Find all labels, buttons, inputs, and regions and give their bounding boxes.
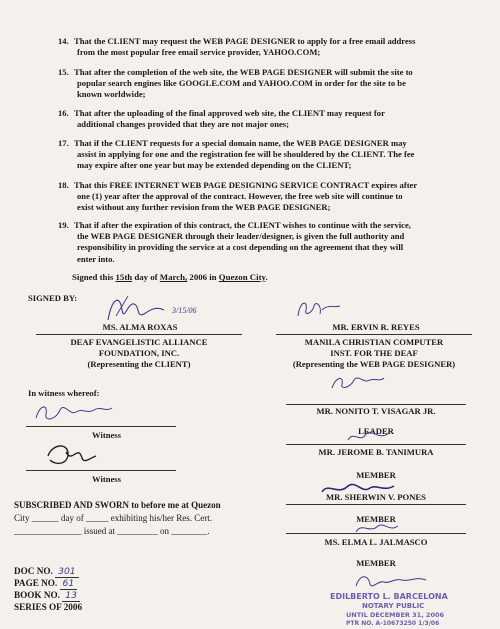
page-no-label: PAGE NO. (14, 578, 58, 588)
book-no-label: BOOK NO. (14, 590, 60, 600)
team-member3-role: MEMBER (356, 558, 396, 568)
clause-text: known worldwide; (77, 89, 146, 100)
clause-text: from the most popular free email service provider, YAHOO.COM; (77, 47, 321, 58)
member1-line (286, 444, 466, 445)
team-member2-name: MR. SHERWIN V. PONES (326, 492, 426, 502)
witness2-label: Witness (92, 474, 121, 484)
clause-text: assist in applying for one and the registration fee will be shouldered by the CLIENT. The fee (77, 149, 415, 160)
series: SERIES OF 2006 (14, 602, 83, 612)
clause-text: popular search engines like GOOGLE.COM and YAHOO.COM in order for the site to be (77, 78, 406, 89)
team-member1-role: MEMBER (356, 470, 396, 480)
signed-in: in (207, 272, 219, 282)
leader-line (286, 404, 466, 405)
clause-16 (58, 108, 458, 130)
clause-text: That if the CLIENT requests for a special domain name, the WEB PAGE DESIGNER may (74, 138, 407, 148)
page-no-value: 61 (60, 578, 78, 590)
clause-number: 16. (58, 108, 69, 118)
clause-text: That after the completion of the web site, the WEB PAGE DESIGNER will submit the site to (74, 67, 413, 77)
clause-17 (58, 138, 458, 172)
clause-text: That the CLIENT may request the WEB PAGE DESIGNER to apply for a free email address (74, 36, 416, 46)
clause-number: 15. (58, 67, 69, 77)
designer-name: MR. ERVIN R. REYES (332, 322, 420, 332)
witness2-line (26, 470, 176, 471)
clause-number: 14. (58, 36, 69, 46)
client-role: (Representing the CLIENT) (87, 359, 191, 369)
notary-ptr: PTR NO. A-10673250 1/3/06 (346, 620, 440, 627)
clause-text: may expire after one year but may be extended depending on the CLIENT; (77, 160, 352, 171)
client-name: MS. ALMA ROXAS (102, 322, 178, 332)
sworn-line2: City ______ day of _____ exhibiting his/her Res. Cert. (14, 513, 212, 523)
witness1-signature (30, 396, 120, 430)
signed-end: . (265, 272, 268, 282)
book-no-value: 13 (62, 590, 80, 602)
designer-role: (Representing the WEB PAGE DESIGNER) (292, 359, 456, 369)
clause-19 (58, 220, 458, 265)
sworn-line3: _______________ issued at _________ on ________. (14, 526, 210, 536)
witness1-label: Witness (92, 430, 121, 440)
page-no (14, 578, 77, 589)
notary-name: EDILBERTO L. BARCELONA (330, 592, 448, 601)
team-leader-name: MR. NONITO T. VISAGAR JR. (316, 406, 436, 416)
clause-text: exist without any further revision from the WEB PAGE DESIGNER; (77, 202, 331, 213)
team-member2-role: MEMBER (356, 514, 396, 524)
clause-text: That this FREE INTERNET WEB PAGE DESIGNING SERVICE CONTRACT expires after (74, 180, 418, 190)
signed-prefix: Signed this (72, 272, 116, 282)
witness-heading: In witness whereof: (28, 388, 100, 398)
designer-signature (292, 296, 362, 324)
clause-number: 19. (58, 220, 69, 230)
clause-14 (58, 36, 458, 58)
book-no (14, 590, 80, 601)
clause-text: additional changes provided that they are not major ones; (77, 119, 289, 130)
member3-signature (352, 520, 402, 538)
signed-year: 2006 (187, 272, 208, 282)
notary-signature (352, 572, 432, 594)
clause-text: enter into. (77, 253, 115, 264)
member2-line (286, 504, 466, 505)
clause-text: responsibility in providing the service at a cost depending on the agreement that they will (77, 242, 404, 253)
doc-no-label: DOC NO. (14, 566, 53, 576)
leader-signature (328, 370, 388, 396)
clause-text: one (1) year after the approval of the contract. However, the free web site will continue to (77, 191, 403, 202)
notary-until: UNTIL DECEMBER 31, 2006 (346, 611, 445, 619)
clause-15 (58, 67, 458, 101)
sworn-line1: SUBSCRIBED AND SWORN to before me at Quezon (14, 500, 221, 510)
clause-number: 18. (58, 180, 69, 190)
member3-line (286, 533, 466, 534)
client-org-line1: DEAF EVANGELISTIC ALLIANCE (70, 337, 208, 347)
witness1-line (26, 426, 176, 427)
designer-signature-line (276, 334, 472, 335)
signed-city: Quezon City (218, 272, 266, 282)
clause-number: 17. (58, 138, 69, 148)
team-leader-role: LEADER (358, 426, 394, 436)
doc-no (14, 566, 79, 577)
designer-org-line2: INST. FOR THE DEAF (330, 348, 418, 358)
signed-date-line (72, 272, 268, 282)
notary-title: NOTARY PUBLIC (362, 602, 425, 610)
signed-by-heading: SIGNED BY: (28, 293, 78, 303)
clause-text: That if after the expiration of this contract, the CLIENT wishes to continue with the service, (74, 220, 411, 230)
witness2-signature (38, 438, 108, 472)
team-member3-name: MS. ELMA L. JALMASCO (324, 537, 428, 547)
clause-text: the WEB PAGE DESIGNER through their leader/designer, is given the full authority and (77, 231, 405, 242)
client-org-line2: FOUNDATION, INC. (98, 348, 180, 358)
clause-18 (58, 180, 458, 214)
clause-text: That after the uploading of the final approved web site, the CLIENT may request for (74, 108, 385, 118)
doc-no-value: 301 (55, 566, 79, 578)
client-signature-date: 3/15/06 (172, 306, 197, 315)
team-member1-name: MR. JEROME B. TANIMURA (318, 447, 434, 457)
signed-month: March, (159, 272, 188, 282)
client-signature-line (36, 334, 242, 335)
signed-day: 15th (115, 272, 133, 282)
designer-org-line1: MANILA CHRISTIAN COMPUTER (304, 337, 444, 347)
signed-mid: day of (132, 272, 160, 282)
